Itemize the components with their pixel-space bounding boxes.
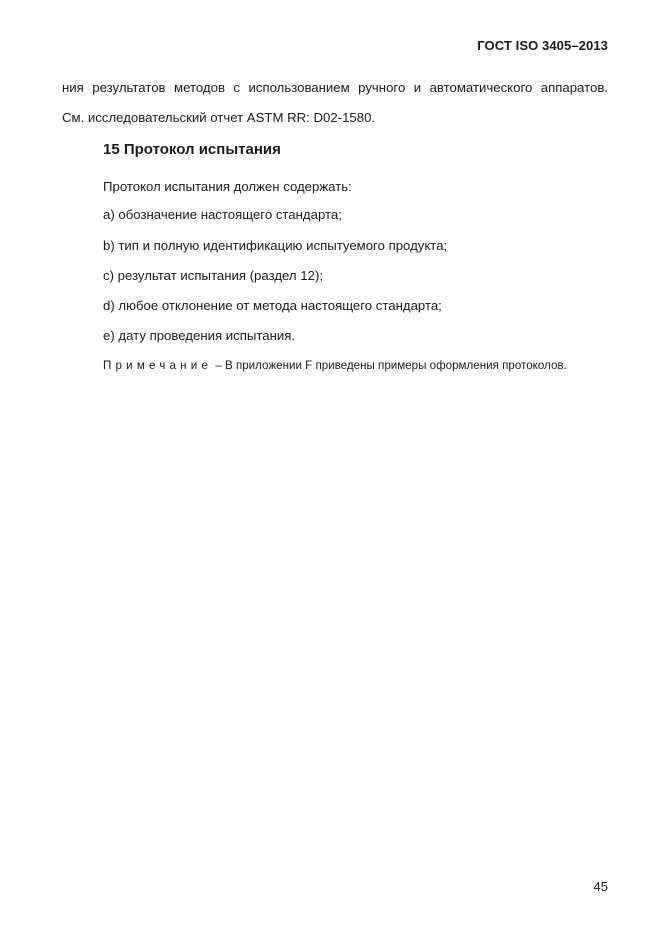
note-label: Примечание (103, 359, 213, 372)
list-item: b) тип и полную идентификацию испытуемого продукта; (103, 238, 448, 253)
list-item: a) обозначение настоящего стандарта; (103, 207, 342, 222)
continued-paragraph-line: ния результатов методов с использованием ручного и автоматического аппаратов. (62, 80, 608, 95)
note (103, 359, 567, 372)
reference-line: См. исследовательский отчет ASTM RR: D02-1580. (62, 110, 376, 125)
list-item: e) дату проведения испытания. (103, 328, 296, 343)
standard-code-header: ГОСТ ISO 3405–2013 (477, 38, 608, 53)
note-text: – В приложении F приведены примеры оформления протоколов. (212, 359, 567, 372)
list-item: d) любое отклонение от метода настоящего стандарта; (103, 298, 442, 313)
section-heading: 15 Протокол испытания (103, 141, 281, 158)
section-intro: Протокол испытания должен содержать: (103, 179, 352, 194)
page-number: 45 (593, 879, 608, 894)
list-item: c) результат испытания (раздел 12); (103, 268, 324, 283)
